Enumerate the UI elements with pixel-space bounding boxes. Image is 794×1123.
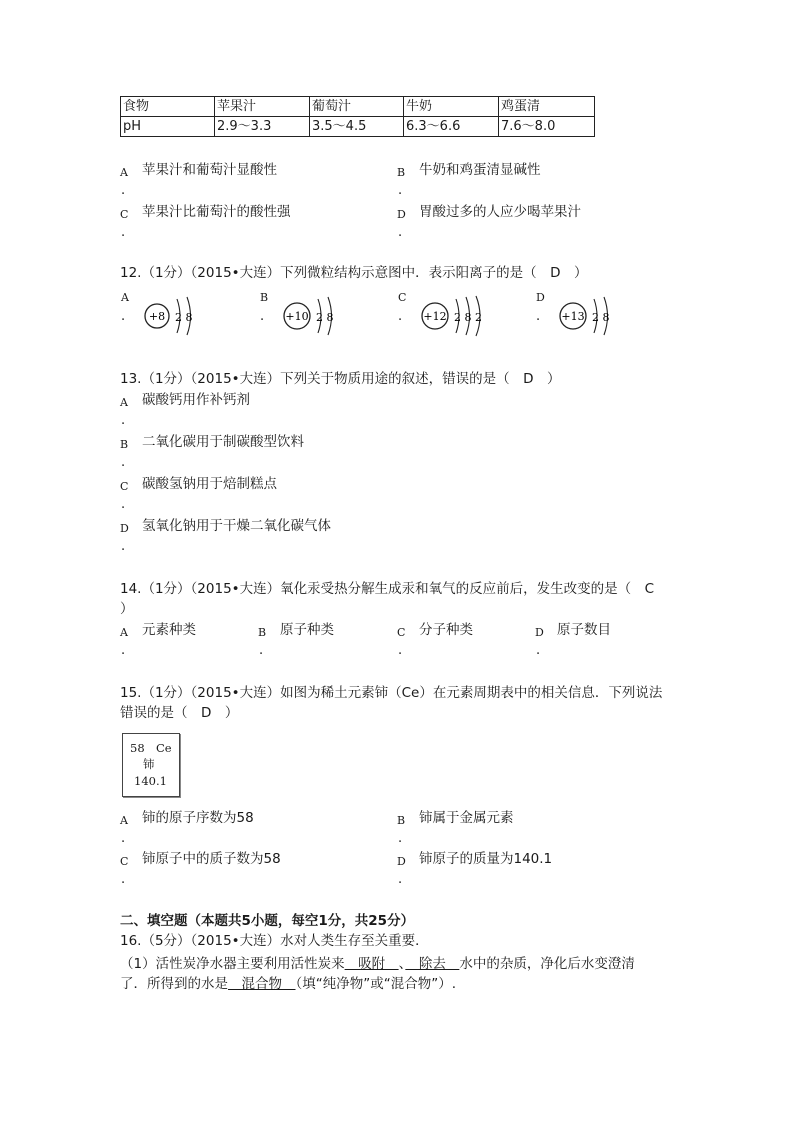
atom-diagram-d <box>556 294 631 338</box>
option-dot: . <box>260 309 265 324</box>
option-letter: D <box>535 626 544 639</box>
option-letter: A <box>120 626 128 639</box>
table-cell: 葡萄汁 <box>310 97 404 117</box>
option-letter: B <box>397 166 406 179</box>
table-row <box>121 97 595 117</box>
answer-blank: 吸附 <box>344 956 399 972</box>
option-text: 原子种类 <box>280 622 334 638</box>
option-dot: . <box>398 183 403 198</box>
option-letter: C <box>120 855 129 868</box>
option-letter: C <box>398 291 407 304</box>
option-letter: B <box>260 291 269 304</box>
ph-table <box>120 96 595 137</box>
option-dot: . <box>536 309 541 324</box>
atom-diagram-b <box>280 294 355 338</box>
option-text: 原子数目 <box>557 622 611 638</box>
atomic-mass: 140.1 <box>134 774 167 788</box>
q15-stem-cont: 错误的是（ D ） <box>120 705 239 721</box>
option-text: 牛奶和鸡蛋清显碱性 <box>419 162 541 178</box>
q16-text: 、 <box>398 956 406 972</box>
element-symbol: Ce <box>156 741 172 755</box>
q14-stem: 14.（1分）（2015•大连）氧化汞受热分解生成汞和氧气的反应前后，发生改变的是（ C <box>120 581 655 597</box>
shell-electrons: 2 8 2 <box>454 311 482 324</box>
option-letter: A <box>120 166 128 179</box>
nucleus-label: +12 <box>423 310 447 323</box>
option-letter: D <box>536 291 545 304</box>
option-dot: . <box>121 183 126 198</box>
option-letter: D <box>397 855 406 868</box>
q16-text: （填“纯净物”或“混合物”）. <box>295 976 457 992</box>
q16-text: 了．所得到的水是 <box>120 976 228 992</box>
option-text: 碳酸钙用作补钙剂 <box>142 392 250 408</box>
option-text: 碳酸氢钠用于焙制糕点 <box>142 476 277 492</box>
answer-blank: 除去 <box>405 956 460 972</box>
option-dot: . <box>121 831 126 846</box>
option-dot: . <box>121 872 126 887</box>
table-cell: 牛奶 <box>404 97 499 117</box>
table-cell: 6.3～6.6 <box>404 117 499 137</box>
table-cell: 3.5～4.5 <box>310 117 404 137</box>
option-text: 二氧化碳用于制碳酸型饮料 <box>142 434 304 450</box>
option-text: 铈原子中的质子数为58 <box>142 851 281 867</box>
shell-electrons: 2 8 <box>316 311 334 324</box>
option-dot: . <box>398 872 403 887</box>
atom-diagram-a <box>140 294 215 338</box>
option-letter: B <box>258 626 267 639</box>
q15-stem: 15.（1分）（2015•大连）如图为稀土元素铈（Ce）在元素周期表中的相关信息．下列说法 <box>120 685 663 701</box>
table-cell: 苹果汁 <box>215 97 310 117</box>
q16-line-2 <box>120 975 456 993</box>
nucleus-label: +10 <box>285 310 309 323</box>
option-text: 铈属于金属元素 <box>419 810 514 826</box>
option-dot: . <box>121 539 126 554</box>
option-text: 元素种类 <box>142 622 196 638</box>
shell-electrons: 2 8 <box>175 311 193 324</box>
q16-text: （1）活性炭净水器主要利用活性炭来 <box>120 956 345 972</box>
option-dot: . <box>121 643 126 658</box>
atomic-number: 58 <box>130 741 145 755</box>
option-text: 苹果汁和葡萄汁显酸性 <box>142 162 277 178</box>
option-text: 胃酸过多的人应少喝苹果汁 <box>419 204 581 220</box>
option-letter: B <box>120 438 129 451</box>
option-letter: D <box>120 522 129 535</box>
option-letter: A <box>120 814 128 827</box>
atom-diagram-c <box>418 294 498 338</box>
option-dot: . <box>121 497 126 512</box>
element-name: 铈 <box>143 757 155 771</box>
option-text: 苹果汁比葡萄汁的酸性强 <box>142 204 291 220</box>
option-dot: . <box>121 455 126 470</box>
option-dot: . <box>398 831 403 846</box>
q16-line-1 <box>120 955 635 973</box>
option-letter: C <box>397 626 406 639</box>
option-text: 铈的原子序数为58 <box>142 810 254 826</box>
option-dot: . <box>536 643 541 658</box>
option-letter: A <box>120 396 128 409</box>
table-cell: 鸡蛋清 <box>499 97 595 117</box>
q14-stem-cont: ） <box>120 601 134 617</box>
option-letter: A <box>121 291 129 304</box>
table-cell: 食物 <box>121 97 215 117</box>
shell-electrons: 2 8 <box>592 311 610 324</box>
table-cell: 7.6～8.0 <box>499 117 595 137</box>
nucleus-label: +13 <box>561 310 585 323</box>
q13-stem: 13.（1分）（2015•大连）下列关于物质用途的叙述，错误的是（ D ） <box>120 371 561 387</box>
option-text: 分子种类 <box>419 622 473 638</box>
option-text: 铈原子的质量为140.1 <box>419 851 553 867</box>
option-dot: . <box>121 413 126 428</box>
nucleus-label: +8 <box>148 310 166 323</box>
option-dot: . <box>398 643 403 658</box>
option-letter: B <box>397 814 406 827</box>
option-dot: . <box>398 225 403 240</box>
option-dot: . <box>398 309 403 324</box>
option-letter: D <box>397 208 406 221</box>
section-title: 二、填空题（本题共5小题，每空1分，共25分） <box>120 913 415 929</box>
q16-text: 水中的杂质，净化后水变澄清 <box>459 956 635 972</box>
option-letter: C <box>120 480 129 493</box>
answer-blank: 混合物 <box>228 976 296 992</box>
table-row <box>121 117 595 137</box>
table-cell: 2.9～3.3 <box>215 117 310 137</box>
option-letter: C <box>120 208 129 221</box>
option-text: 氢氧化钠用于干燥二氧化碳气体 <box>142 518 331 534</box>
option-dot: . <box>121 225 126 240</box>
element-card-cerium <box>122 733 180 797</box>
option-dot: . <box>121 309 126 324</box>
option-dot: . <box>259 643 264 658</box>
q16-stem: 16.（5分）（2015•大连）水对人类生存至关重要． <box>120 933 429 949</box>
table-cell: pH <box>121 117 215 137</box>
q12-stem: 12.（1分）（2015•大连）下列微粒结构示意图中．表示阳离子的是（ D ） <box>120 265 588 281</box>
